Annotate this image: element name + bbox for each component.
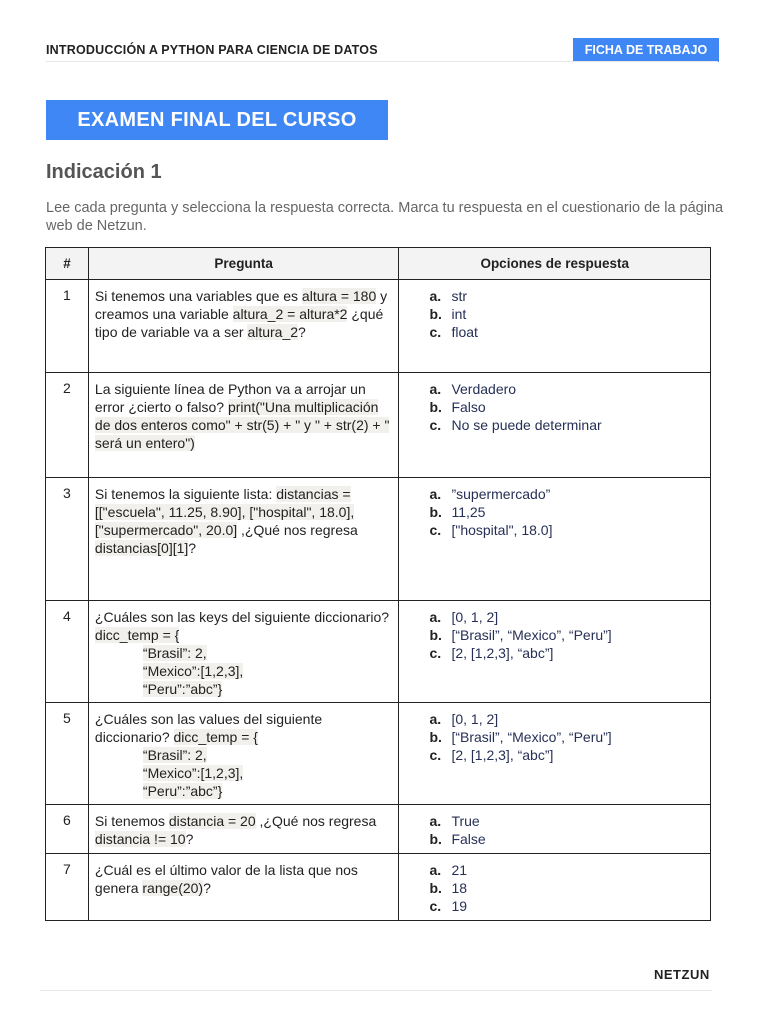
option-text: ["hospital", 18.0] xyxy=(451,522,553,538)
question-text xyxy=(88,805,399,854)
answer-option xyxy=(429,398,702,416)
question-row xyxy=(46,601,711,703)
option-text: No se puede determinar xyxy=(451,417,602,433)
header-number: # xyxy=(46,248,89,280)
code-line xyxy=(95,764,393,782)
option-text: False xyxy=(451,831,486,847)
question-text xyxy=(88,478,399,601)
option-text: [0, 1, 2] xyxy=(451,711,499,727)
question-text-segment: ? xyxy=(298,324,306,340)
footer-divider xyxy=(40,990,712,991)
answer-option xyxy=(429,879,702,897)
option-text: 19 xyxy=(451,898,468,914)
answer-options xyxy=(399,280,711,373)
option-letter: b. xyxy=(429,880,442,896)
option-text: Verdadero xyxy=(451,381,517,397)
option-letter: c. xyxy=(429,522,442,538)
header-options: Opciones de respuesta xyxy=(399,248,711,280)
answer-options xyxy=(399,601,711,703)
option-letter: a. xyxy=(429,288,442,304)
option-letter: c. xyxy=(429,747,442,763)
code-snippet: “Peru”:”abc”} xyxy=(142,681,223,697)
code-line xyxy=(95,782,393,800)
answer-options xyxy=(399,478,711,601)
question-number: 1 xyxy=(46,280,89,373)
option-text: [2, [1,2,3], “abc”] xyxy=(451,645,554,661)
question-text xyxy=(88,703,399,805)
answer-option xyxy=(429,812,702,830)
code-line xyxy=(95,644,393,662)
question-text xyxy=(88,854,399,921)
question-text-segment: ¿Cuáles son las keys del siguiente diccionario? xyxy=(94,609,390,625)
question-text-segment: Si tenemos una variables que es xyxy=(94,288,302,304)
option-letter: c. xyxy=(429,324,442,340)
option-letter: c. xyxy=(429,417,442,433)
code-line xyxy=(95,746,393,764)
option-letter: a. xyxy=(429,609,442,625)
answer-options xyxy=(399,805,711,854)
question-number: 7 xyxy=(46,854,89,921)
answer-option xyxy=(429,503,702,521)
option-letter: b. xyxy=(429,729,442,745)
code-snippet: distancias[0][1] xyxy=(94,540,189,556)
option-text: [“Brasil”, “Mexico”, “Peru”] xyxy=(451,729,612,745)
answer-option xyxy=(429,287,702,305)
code-snippet: print("Una multiplicación de dos enteros como" + str(5) + " y " + str(2) + " será un entero") xyxy=(94,399,390,451)
answer-option xyxy=(429,485,702,503)
option-letter: a. xyxy=(429,486,442,502)
code-snippet: “Brasil”: 2, xyxy=(142,645,207,661)
question-text-segment: ? xyxy=(188,540,197,556)
question-row xyxy=(46,854,711,921)
code-line xyxy=(95,662,393,680)
answer-option xyxy=(429,830,702,848)
question-text-segment: y creamos una variable xyxy=(94,288,388,322)
option-letter: b. xyxy=(429,627,442,643)
code-snippet: distancia = 20 xyxy=(168,813,256,829)
question-number: 3 xyxy=(46,478,89,601)
question-row xyxy=(46,805,711,854)
answer-option xyxy=(429,380,702,398)
option-text: 21 xyxy=(451,862,468,878)
answer-option xyxy=(429,416,702,434)
code-snippet: altura_2 xyxy=(247,324,299,340)
worksheet-tag: FICHA DE TRABAJO xyxy=(573,38,719,62)
answer-option xyxy=(429,728,702,746)
quiz-table xyxy=(45,247,711,921)
code-snippet: “Brasil”: 2, xyxy=(142,747,207,763)
question-number: 4 xyxy=(46,601,89,703)
code-snippet: “Mexico”:[1,2,3], xyxy=(142,765,244,781)
question-text xyxy=(88,280,399,373)
question-text xyxy=(88,373,399,478)
option-letter: b. xyxy=(429,306,442,322)
question-text-segment: Si tenemos xyxy=(94,813,169,829)
question-row xyxy=(46,478,711,601)
question-number: 6 xyxy=(46,805,89,854)
option-text: [“Brasil”, “Mexico”, “Peru”] xyxy=(451,627,612,643)
instructions-text: Lee cada pregunta y selecciona la respuesta correcta. Marca tu respuesta en el cuestionario de la página web de Netzun. xyxy=(46,200,724,234)
question-row xyxy=(46,280,711,373)
table-header-row xyxy=(46,248,711,280)
option-text: 18 xyxy=(451,880,468,896)
answer-option xyxy=(429,861,702,879)
answer-option xyxy=(429,746,702,764)
question-row xyxy=(46,703,711,805)
option-letter: b. xyxy=(429,831,442,847)
option-text: Falso xyxy=(451,399,486,415)
answer-option xyxy=(429,608,702,626)
header-question: Pregunta xyxy=(88,248,399,280)
code-snippet: range(20) xyxy=(142,880,204,896)
answer-option xyxy=(429,897,702,915)
option-letter: a. xyxy=(429,711,442,727)
code-snippet: dicc_temp = { xyxy=(173,729,258,745)
answer-option xyxy=(429,521,702,539)
question-text-segment: ,¿Qué nos regresa xyxy=(255,813,377,829)
exam-title-banner: EXAMEN FINAL DEL CURSO xyxy=(46,100,388,140)
code-snippet: distancia != 10 xyxy=(94,831,186,847)
option-text: [0, 1, 2] xyxy=(451,609,499,625)
question-text-segment: ,¿Qué nos regresa xyxy=(237,522,358,538)
code-line xyxy=(95,680,393,698)
question-text-segment: ¿qué tipo de variable va a ser xyxy=(94,306,384,340)
question-number: 5 xyxy=(46,703,89,805)
netzun-logo: NETZUN xyxy=(654,967,710,982)
question-text-segment: ¿Cuáles son las values del siguiente diccionario? xyxy=(94,711,323,745)
option-text: ”supermercado” xyxy=(451,486,551,502)
answer-options xyxy=(399,373,711,478)
option-letter: c. xyxy=(429,645,442,661)
option-text: float xyxy=(451,324,478,340)
option-letter: a. xyxy=(429,813,442,829)
answer-option xyxy=(429,644,702,662)
option-text: [2, [1,2,3], “abc”] xyxy=(451,747,554,763)
question-text xyxy=(88,601,399,703)
question-text-segment: Si tenemos la siguiente lista: xyxy=(94,486,277,502)
course-title: INTRODUCCIÓN A PYTHON PARA CIENCIA DE DATOS xyxy=(46,43,378,57)
answer-options xyxy=(399,854,711,921)
question-text-segment: ? xyxy=(185,831,194,847)
question-text-segment: La siguiente línea de Python va a arrojar un error ¿cierto o falso? xyxy=(94,381,366,415)
question-text-segment: ¿Cuál es el último valor de la lista que nos genera xyxy=(94,862,358,896)
option-letter: b. xyxy=(429,504,442,520)
answer-option xyxy=(429,626,702,644)
option-text: int xyxy=(451,306,467,322)
option-text: True xyxy=(451,813,480,829)
option-text: 11,25 xyxy=(451,504,486,520)
code-snippet: distancias = [["escuela", 11.25, 8.90], ["hospital", 18.0], ["supermercado", 20.0] xyxy=(94,486,355,538)
question-text-segment: ? xyxy=(203,880,211,896)
question-row xyxy=(46,373,711,478)
answer-option xyxy=(429,323,702,341)
question-number: 2 xyxy=(46,373,89,478)
answer-option xyxy=(429,710,702,728)
option-letter: c. xyxy=(429,898,442,914)
option-letter: b. xyxy=(429,399,442,415)
code-snippet: altura_2 = altura*2 xyxy=(232,306,348,322)
section-title: Indicación 1 xyxy=(46,161,162,183)
code-snippet: dicc_temp = { xyxy=(94,627,180,643)
code-snippet: “Peru”:”abc”} xyxy=(142,783,223,799)
answer-options xyxy=(399,703,711,805)
option-letter: a. xyxy=(429,381,442,397)
option-text: str xyxy=(451,288,468,304)
answer-option xyxy=(429,305,702,323)
option-letter: a. xyxy=(429,862,442,878)
header-divider xyxy=(46,61,718,62)
code-snippet: “Mexico”:[1,2,3], xyxy=(142,663,244,679)
code-snippet: altura = 180 xyxy=(301,288,377,304)
